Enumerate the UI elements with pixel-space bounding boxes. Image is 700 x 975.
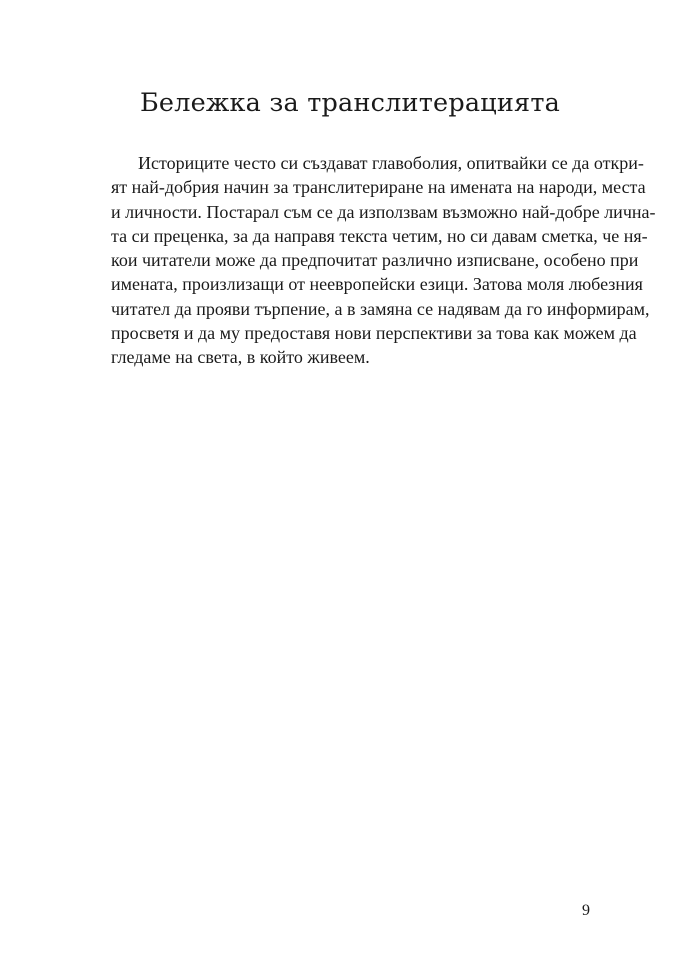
paragraph-line: имената, произлизащи от неевропейски езици. Затова моля любезния xyxy=(111,274,643,295)
paragraph-line: та си преценка, за да направя текста четим, но си давам сметка, че ня- xyxy=(111,225,648,246)
paragraph-line: читател да прояви търпение, а в замяна се надявам да го информирам, xyxy=(111,298,650,319)
page-title: Бележка за транслитерацията xyxy=(139,88,561,118)
body-paragraph xyxy=(111,151,656,370)
paragraph-line: и личности. Постарал съм се да използвам възможно най-добре лична- xyxy=(111,201,656,222)
paragraph-line: ят най-добрия начин за транслитериране на имената на народи, места xyxy=(111,177,646,198)
page-number: 9 xyxy=(582,902,590,919)
paragraph-line: просветя и да му предоставя нови перспективи за това как можем да xyxy=(111,323,637,344)
paragraph-line: Историците често си създават главоболия, опитвайки се да откри- xyxy=(138,153,644,173)
paragraph-line: кои читатели може да предпочитат различно изписване, особено при xyxy=(111,250,639,271)
paragraph-line: гледаме на света, в който живеем. xyxy=(111,347,370,368)
